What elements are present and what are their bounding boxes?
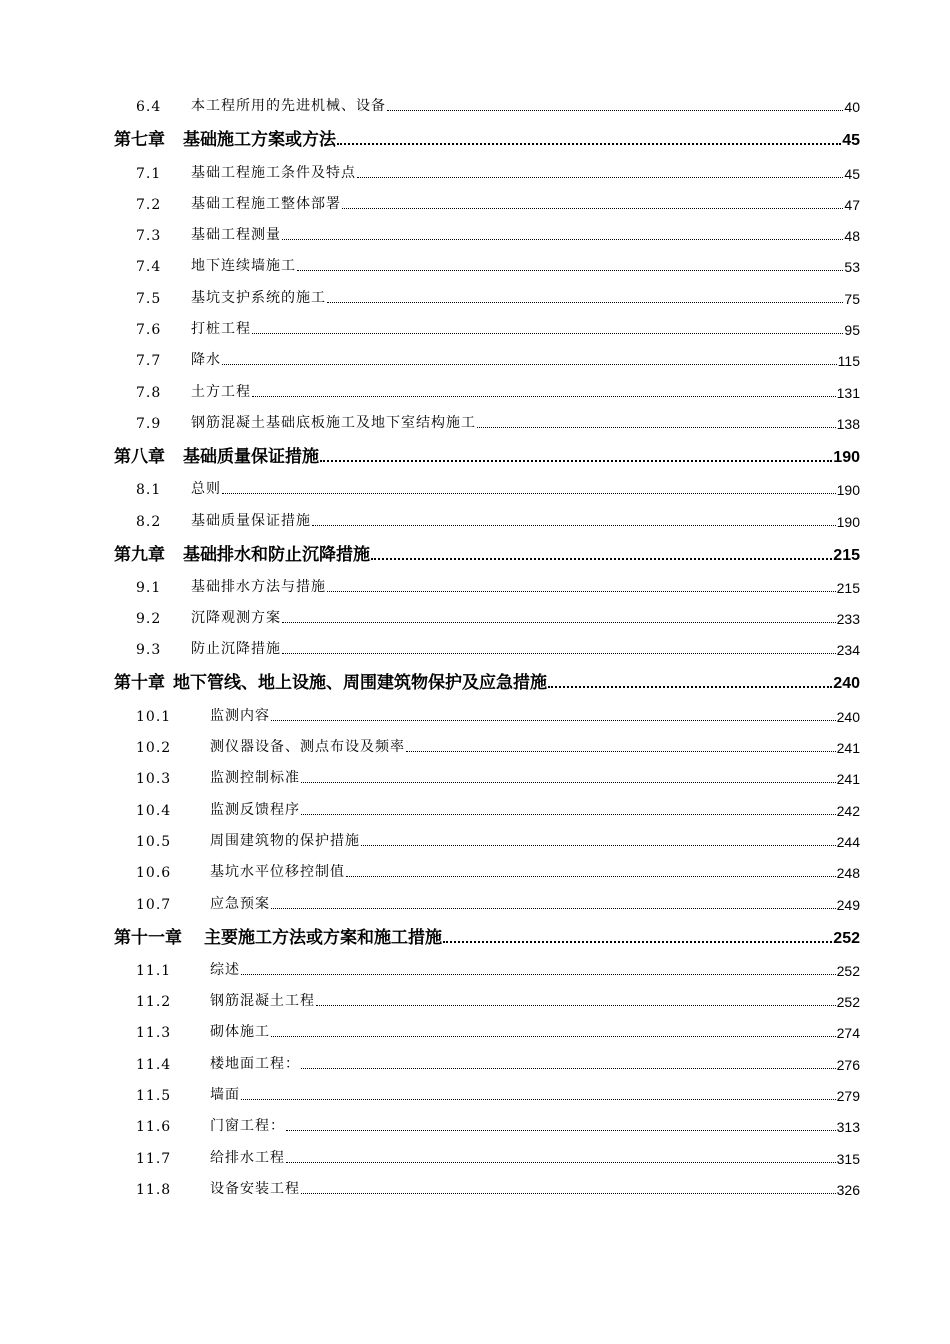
toc-page-number: 45 [842,132,860,150]
toc-page-number: 242 [836,802,860,819]
dot-leader [282,653,836,654]
toc-entry-title: 门窗工程： [210,1118,285,1135]
toc-entry-title: 打桩工程 [191,321,251,338]
toc-page-number: 252 [833,929,860,947]
toc-page-number: 190 [833,448,860,466]
toc-entry-title: 基础工程测量 [191,227,281,244]
toc-section-entry[interactable] [114,565,860,596]
toc-entry-number: 7.3 [136,228,162,245]
toc-section-entry[interactable] [114,213,860,244]
toc-section-entry[interactable] [114,1167,860,1198]
toc-page-number: 252 [836,962,860,979]
toc-chapter-entry[interactable] [114,658,860,693]
toc-section-entry[interactable] [114,881,860,912]
dot-leader [316,1005,836,1006]
toc-section-entry[interactable] [114,369,860,400]
toc-entry-number: 10.1 [136,708,172,725]
dot-leader [312,525,836,526]
toc-entry-number: 8.2 [136,513,162,530]
toc-section-entry[interactable] [114,307,860,338]
toc-entry-number: 10.2 [136,740,172,757]
toc-entry-title: 墙面 [210,1087,240,1104]
toc-page-number: 234 [836,642,860,659]
toc-entry-title: 钢筋混凝土工程 [210,993,315,1010]
dot-leader [337,143,841,145]
toc-entry-number: 9.2 [136,611,162,628]
toc-entry-title: 监测内容 [210,707,270,724]
toc-entry-number: 7.6 [136,322,162,339]
toc-entry-number: 11.6 [136,1119,172,1136]
dot-leader [346,876,836,877]
toc-section-entry[interactable] [114,787,860,818]
dot-leader [548,686,832,688]
toc-section-entry[interactable] [114,725,860,756]
toc-section-entry[interactable] [114,850,860,881]
dot-leader [252,333,843,334]
toc-entry-title: 监测控制标准 [210,770,300,787]
toc-section-entry[interactable] [114,979,860,1010]
toc-entry-title: 监测反馈程序 [210,801,300,818]
toc-section-entry[interactable] [114,1104,860,1135]
dot-leader [297,270,843,271]
dot-leader [241,1099,836,1100]
dot-leader [252,396,836,397]
toc-entry-number: 11.2 [136,994,172,1011]
toc-entry-title: 基础排水和防止沉降措施 [183,544,370,565]
toc-page-number: 274 [836,1025,860,1042]
toc-page-number: 53 [844,259,860,276]
dot-leader [222,364,837,365]
toc-entry-number: 10.5 [136,833,172,850]
toc-section-entry[interactable] [114,338,860,369]
toc-page-number: 75 [844,290,860,307]
toc-entry-title: 测仪器设备、测点布设及频率 [210,739,405,756]
toc-entry-title: 本工程所用的先进机械、设备 [191,98,386,115]
toc-entry-title: 总则 [191,481,221,498]
toc-entry-title: 基础质量保证措施 [191,512,311,529]
toc-section-entry[interactable] [114,275,860,306]
toc-entry-number: 11.4 [136,1056,172,1073]
toc-entry-title: 土方工程 [191,383,251,400]
toc-entry-number: 7.2 [136,196,162,213]
toc-entry-number: 9.3 [136,642,162,659]
dot-leader [301,1193,836,1194]
toc-entry-number: 10.7 [136,896,172,913]
toc-page-number: 95 [844,322,860,339]
toc-section-entry[interactable] [114,1041,860,1072]
dot-leader [222,493,836,494]
toc-entry-title: 基础排水方法与措施 [191,578,326,595]
toc-page-number: 252 [836,994,860,1011]
toc-entry-number: 7.1 [136,165,162,182]
toc-entry-title: 设备安装工程 [210,1180,300,1197]
toc-entry-title: 地下管线、地上设施、周围建筑物保护及应急措施 [173,673,547,694]
dot-leader [301,1068,836,1069]
toc-entry-title: 砌体施工 [210,1024,270,1041]
toc-page-number: 215 [836,579,860,596]
toc-entry-title: 基础工程施工条件及特点 [191,164,356,181]
toc-section-entry[interactable] [114,596,860,627]
toc-entry-title: 应急预案 [210,895,270,912]
toc-page-number: 190 [836,513,860,530]
toc-section-entry[interactable] [114,498,860,529]
toc-page-number: 138 [836,415,860,432]
toc-page-number: 190 [836,482,860,499]
table-of-contents [114,84,860,1198]
toc-page-number: 241 [836,740,860,757]
toc-entry-number: 8.1 [136,482,162,499]
toc-entry-title: 周围建筑物的保护措施 [210,832,360,849]
dot-leader [406,751,836,752]
toc-section-entry[interactable] [114,627,860,658]
toc-entry-number: 10.4 [136,802,172,819]
toc-section-entry[interactable] [114,1010,860,1041]
toc-page-number: 48 [844,228,860,245]
toc-page-number: 315 [836,1150,860,1167]
dot-leader [271,720,836,721]
toc-entry-number: 7.9 [136,415,162,432]
toc-section-entry[interactable] [114,467,860,498]
toc-page-number: 248 [836,865,860,882]
toc-entry-title: 基础工程施工整体部署 [191,195,341,212]
toc-section-entry[interactable] [114,84,860,115]
toc-section-entry[interactable] [114,948,860,979]
toc-section-entry[interactable] [114,1135,860,1166]
dot-leader [301,814,836,815]
dot-leader [286,1130,836,1131]
toc-entry-number: 11.3 [136,1025,172,1042]
toc-page-number: 313 [836,1119,860,1136]
toc-entry-title: 给排水工程 [210,1149,285,1166]
dot-leader [320,460,832,462]
toc-entry-title: 钢筋混凝土基础底板施工及地下室结构施工 [191,414,476,431]
toc-entry-number: 第十章 [114,673,165,694]
dot-leader [371,558,832,560]
toc-page-number: 249 [836,896,860,913]
toc-section-entry[interactable] [114,401,860,432]
toc-page-number: 131 [836,384,860,401]
toc-section-entry[interactable] [114,244,860,275]
toc-section-entry[interactable] [114,1073,860,1104]
toc-page-number: 326 [836,1181,860,1198]
toc-entry-title: 降水 [191,352,221,369]
toc-page-number: 40 [844,99,860,116]
toc-entry-title: 防止沉降措施 [191,641,281,658]
toc-entry-title: 主要施工方法或方案和施工措施 [204,927,442,948]
toc-entry-number: 11.1 [136,962,172,979]
toc-section-entry[interactable] [114,693,860,724]
dot-leader [477,427,836,428]
toc-entry-title: 综述 [210,961,240,978]
toc-chapter-entry[interactable] [114,913,860,948]
toc-page-number: 45 [844,165,860,182]
toc-entry-number: 10.6 [136,865,172,882]
toc-entry-number: 11.5 [136,1088,172,1105]
toc-page-number: 241 [836,771,860,788]
toc-section-entry[interactable] [114,150,860,181]
toc-entry-number: 7.8 [136,384,162,401]
toc-chapter-entry[interactable] [114,530,860,565]
toc-page-number: 240 [833,675,860,693]
dot-leader [301,782,836,783]
toc-page-number: 276 [836,1056,860,1073]
dot-leader [327,591,836,592]
toc-page-number: 47 [844,196,860,213]
toc-entry-number: 第九章 [114,544,165,565]
toc-entry-number: 10.3 [136,771,172,788]
dot-leader [241,974,836,975]
toc-page-number: 115 [837,353,860,370]
toc-section-entry[interactable] [114,182,860,213]
toc-entry-number: 7.5 [136,290,162,307]
toc-entry-number: 9.1 [136,579,162,596]
toc-entry-title: 楼地面工程： [210,1055,300,1072]
dot-leader [342,208,843,209]
toc-page-number: 240 [836,708,860,725]
dot-leader [282,622,836,623]
toc-chapter-entry[interactable] [114,432,860,467]
toc-entry-number: 第八章 [114,446,165,467]
toc-entry-number: 7.7 [136,353,162,370]
toc-entry-title: 沉降观测方案 [191,610,281,627]
dot-leader [361,845,836,846]
toc-entry-title: 基坑支护系统的施工 [191,289,326,306]
dot-leader [271,1036,836,1037]
toc-entry-title: 基础施工方案或方法 [183,130,336,151]
dot-leader [357,177,843,178]
dot-leader [443,941,832,943]
toc-page-number: 233 [836,611,860,628]
toc-entry-title: 地下连续墙施工 [191,258,296,275]
toc-page-number: 244 [836,833,860,850]
toc-entry-number: 第十一章 [114,927,182,948]
toc-entry-title: 基坑水平位移控制值 [210,864,345,881]
toc-section-entry[interactable] [114,756,860,787]
dot-leader [387,110,843,111]
toc-entry-number: 11.8 [136,1181,172,1198]
toc-entry-number: 第七章 [114,130,165,151]
dot-leader [282,239,843,240]
toc-section-entry[interactable] [114,819,860,850]
toc-entry-title: 基础质量保证措施 [183,446,319,467]
toc-page-number: 279 [836,1088,860,1105]
toc-chapter-entry[interactable] [114,115,860,150]
toc-entry-number: 7.4 [136,259,162,276]
dot-leader [327,302,843,303]
toc-entry-number: 11.7 [136,1150,172,1167]
toc-entry-number: 6.4 [136,99,162,116]
toc-page-number: 215 [833,546,860,564]
dot-leader [286,1162,836,1163]
dot-leader [271,908,836,909]
